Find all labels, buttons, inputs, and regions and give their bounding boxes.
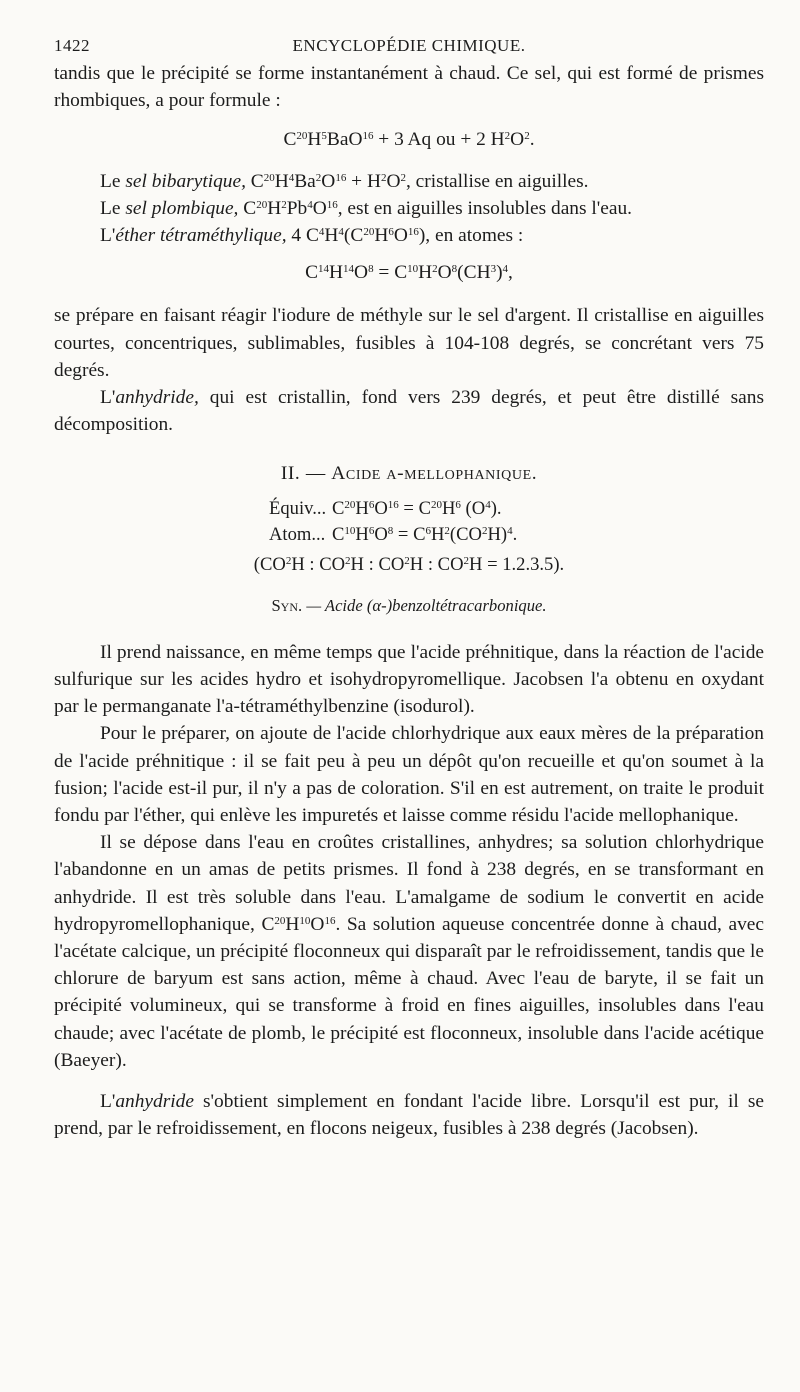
running-title: ENCYCLOPÉDIE CHIMIQUE. [292,36,526,55]
syn-label: Syn. [271,595,303,615]
formula-ether: $C^{14}H^{14}O^8 = C^{10}H^2O^8(CH^3)^4$, [305,262,513,284]
bibarytique-text: cristallise en aiguilles. [415,170,589,192]
paragraph-1: tandis que le précipité se forme instantanément à chaud. Ce sel, qui est formé de prismes rhombiques, a pour formule : [54,63,764,112]
syn-text: — Acide (α-)benzoltétracarbonique. [306,595,547,615]
paragraph-anhydride-1: L'anhydride, qui est cristallin, fond vers 239 degrés, et peut être distillé sans décomposition. [54,387,764,436]
paragraph-anhydride-2: L'anhydride s'obtient simplement en fondant l'acide libre. Lorsqu'il est pur, il se prend, par le refroidissement, en flocons neigeux, fusibles à 238 degrés (Jacobsen). [54,1091,764,1140]
equiv-label: Équiv... [269,497,327,519]
anhydride-2-text: s'obtient simplement en fondant l'acide libre. Lorsqu'il est pur, il se prend, par le refroidissement, en flocons neigeux, fusibles à 238 degrés (Jacobsen). [54,1091,764,1140]
paragraph-bibarytique: Le sel bibarytique, $C^{20}H^4Ba^2O^{16} + H^2O^2$, cristallise en aiguilles. [100,170,589,192]
term-anhydride-1: anhydride, [115,387,199,409]
atom-label: Atom... [269,523,326,545]
paragraph-properties: Il se dépose dans l'eau en croûtes cristallines, anhydres; sa solution chlorhydrique l'abandonne en un amas de petits prismes. Il fond à 238 degrés, en se transformant en anhydride. Il est très soluble dans l'eau. L'amalgame de sodium le convertit en acide hydropyromellophanique, $C^{20}H^{10}O^{16}$. Sa solution aqueuse concentrée donne à chaud, avec l'acétate calcique, un précipité floconneux qui disparaît par le refroidissement, tandis que le chlorure de baryum est sans action, même à chaud. Avec l'eau de baryte, il se fait un précipité volumineux, qui se transforme à froid en fines aiguilles, insolubles dans l'eau chaude; avec l'acétate de plomb, le précipité est floconneux, insoluble dans l'acide acétique (Baeyer). [54,832,764,1071]
anhydride-1-text: qui est cristallin, fond vers 239 degrés, et peut être distillé sans décomposition. [54,387,764,436]
section-title: Acide α-mellophanique. [331,463,538,485]
paragraph-ether-prep: se prépare en faisant réagir l'iodure de méthyle sur le sel d'argent. Il cristallise en aiguilles courtes, concentriques, sublimables, fusibles à 104-108 degrés, se concrétant vers 75 degrés. [54,305,764,381]
formula-barium-salt: $C^{20}H^5BaO^{16} + 3$ Aq ou + 2 $H^2O^2$. [283,129,535,151]
section-heading [54,460,764,487]
page-number: 1422 [54,36,90,55]
plombique-text: est en aiguilles insolubles dans l'eau. [347,197,633,219]
term-anhydride-2: anhydride [115,1091,194,1113]
paragraph-preparation: Pour le préparer, on ajoute de l'acide chlorhydrique aux eaux mères de la préparation de l'acide préhnitique : il se fait peu à peu un dépôt qu'on recueille et qu'on soumet à la fusion; l'acide est-il pur, il n'y a pas de coloration. S'il en est autrement, on traite le produit fondu par l'éther, qui enlève les impuretés et laisse comme résidu l'acide mellophanique. [54,723,764,827]
term-sel-plombique: sel plombique, [125,197,239,219]
page-body [54,60,764,1143]
term-sel-bibarytique: sel bibarytique, [125,170,246,192]
paragraph-origin: Il prend naissance, en même temps que l'acide préhnitique, dans la réaction de l'acide sulfurique sur les acides hydro et isohydropyromellique. Jacobsen l'a obtenu en oxydant par le permanganate l'a-tétraméthylbenzine (isodurol). [54,641,764,718]
term-ether: éther tétraméthylique, [115,225,287,247]
paragraph-plombique: Le sel plombique, $C^{20}H^2Pb^4O^{16}$, est en aiguilles insolubles dans l'eau. [100,197,633,219]
ether-text: en atomes : [435,225,524,247]
paragraph-ether: L'éther tétraméthylique, 4 $C^4H^4(C^{20}H^6O^{16})$, en atomes : [100,225,524,247]
properties-text-b: Sa solution aqueuse concentrée donne à chaud, avec l'acétate calcique, un précipité floconneux qui disparaît par le refroidissement, tandis que le chlorure de baryum est sans action, même à chaud. Avec l'eau de baryte, il se fait un précipité volumineux, qui se transforme à froid en fines aiguilles, insolubles dans l'eau chaude; avec l'acétate de plomb, le précipité est floconneux, insoluble dans l'acide acétique (Baeyer). [54,913,764,1071]
properties-text-a: Il se dépose dans l'eau en croûtes cristallines, anhydres; sa solution chlorhydrique l'abandonne en un amas de petits prismes. Il fond à 238 degrés, en se transformant en anhydride. Il est très soluble dans l'eau. L'amalgame de sodium le convertit en acide hydropyromellophanique, [54,832,764,935]
equivalents-line: Équiv... $C^{20}H^6O^{16} = C^{20}H^6$ $(O^4)$. [269,496,764,522]
positions-line: ($CO^2H$ : $CO^2H$ : $CO^2H$ : $CO^2H = 1.2.3.5$). [253,553,565,575]
section-number: II. — [280,463,326,485]
synonym-line [54,592,764,619]
atoms-line: Atom... $C^{10}H^6O^8 = C^6H^2(CO^2H)^4$. [269,522,764,548]
page-header [54,36,764,60]
